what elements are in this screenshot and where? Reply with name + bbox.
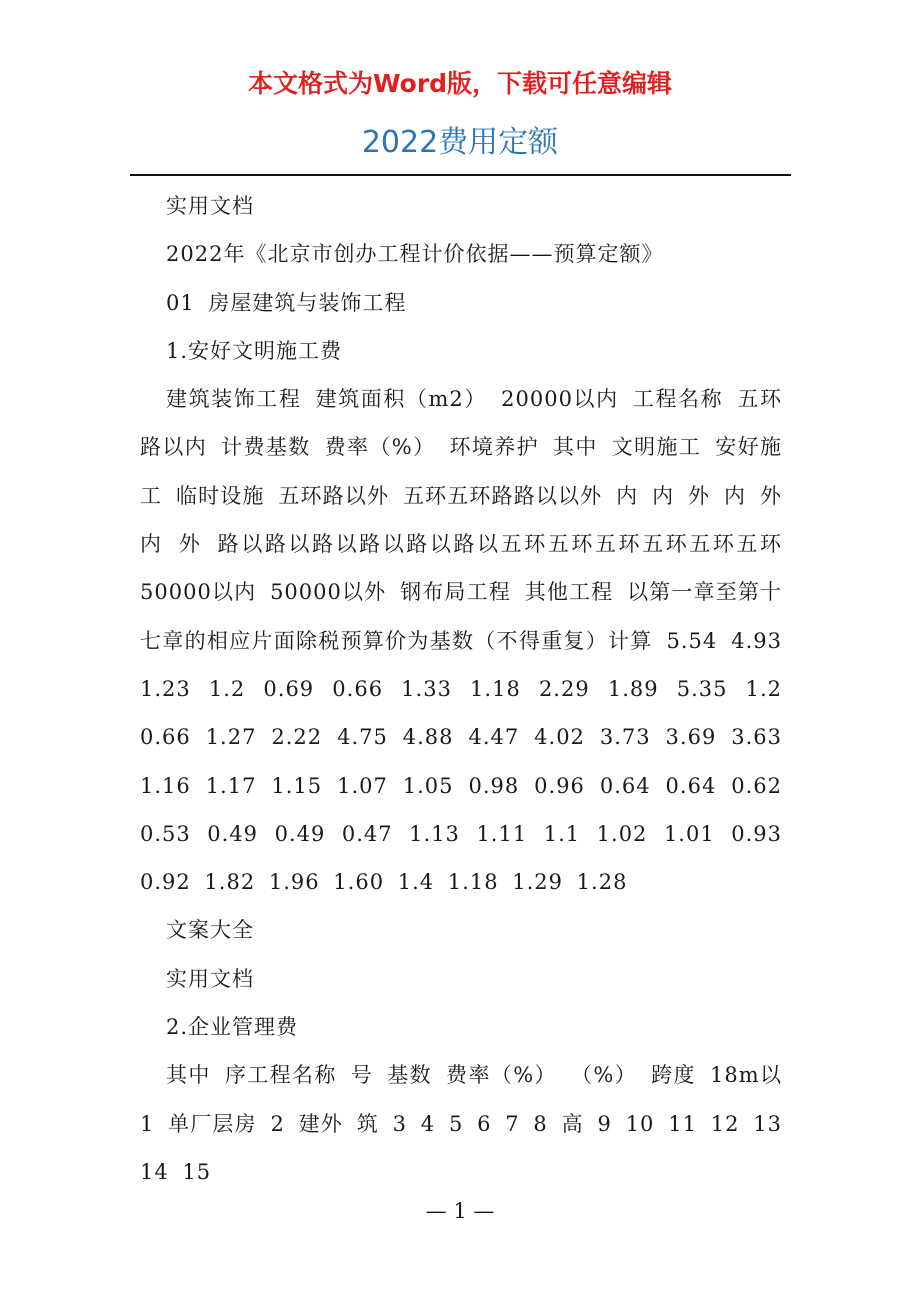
document-title: 2022费用定额 — [361, 125, 559, 160]
paragraph-subsection-management-fee: 2.企业管理费 — [166, 1015, 299, 1040]
paragraph-fee-rate-table-text: 建筑装饰工程 建筑面积（m2） 20000以内 工程名称 五环路以内 计费基数 费率（%） 环境养护 其中 文明施工 安好施工 临时设施 五环路以外 五环五环路路以以外 内 内 外 内 外 内 外 路以路以路以路以路以路以五环五环五环五环五环五环 50000以内 50000以外 钢布局工程 其他工程 以第一章至第十七章的相应片面除税预算价为基数（不得重复）计算 5.54 4.93 1.23 1.2 0.69 0.66 1.33 1.18 2.29 1.89 5.35 1.2 0.66 1.27 2.22 4.75 4.88 4.47 4.02 3.73 3.69 3.63 1.16 1.17 1.15 1.07 1.05 0.98 0.96 0.64 0.64 0.62 0.53 0.49 0.49 0.47 1.13 1.11 1.1 1.02 1.01 0.93 0.92 1.82 1.96 1.60 1.4 1.18 1.29 1.28 — [140, 387, 782, 895]
paragraph-label-practical-2: 实用文档 — [166, 966, 254, 991]
header-divider — [130, 174, 791, 176]
paragraph-label-wenan: 文案大全 — [166, 918, 254, 943]
download-banner: 本文格式为Word版，下载可任意编辑 — [247, 69, 673, 98]
paragraph-section-heading: 01 房屋建筑与装饰工程 — [166, 290, 407, 315]
paragraph-management-table-text: 其中 序工程名称 号 基数 费率（%） （%） 跨度 18m以 1 单厂层房 2 建外 筑 3 4 5 6 7 8 高 9 10 11 12 13 14 15 — [140, 1063, 782, 1184]
paragraph-subsection-safety-fee: 1.安好文明施工费 — [166, 338, 343, 363]
page-number: — 1 — — [425, 1199, 495, 1223]
paragraph-source-title: 2022年《北京市创办工程计价依据——预算定额》 — [166, 242, 664, 267]
paragraph-label-practical: 实用文档 — [166, 194, 254, 218]
document-body — [140, 182, 782, 1196]
